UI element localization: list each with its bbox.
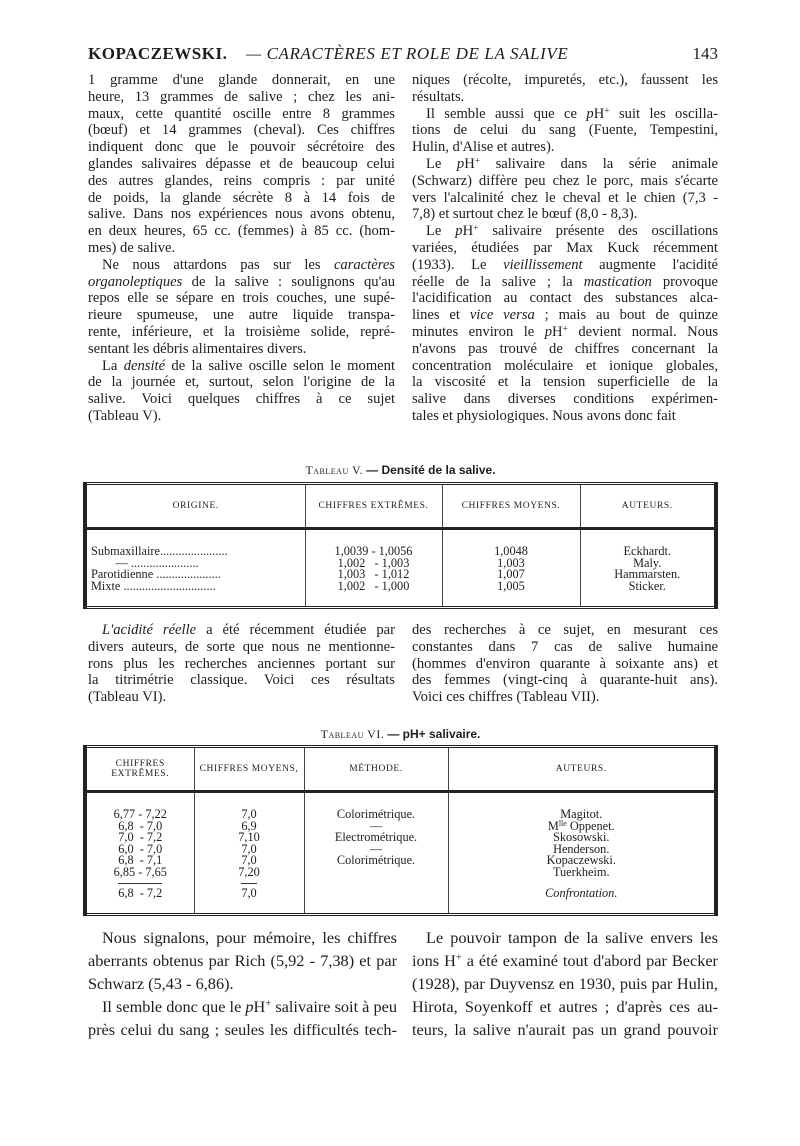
text-segment: de la salive : soulignons qu'au	[182, 273, 395, 290]
table-header-row	[85, 484, 716, 529]
paragraph	[88, 72, 395, 257]
text-line: de la journée et, surtout, selon l'origine de la	[88, 374, 395, 391]
text-line	[88, 274, 395, 291]
text-segment: a été récemment étudiée par	[196, 622, 395, 638]
text-line	[88, 257, 395, 274]
text-segment: organoleptiques	[88, 273, 183, 290]
text-line: vers l'alcalinité chez le cheval et le chien (7,3 -	[412, 189, 718, 206]
text-segment: ions H	[412, 951, 456, 970]
text-segment: H	[253, 997, 266, 1016]
table-cell: Henderson.	[553, 841, 610, 856]
text-line: maux, cette quantité oscille entre 8 grammes	[88, 105, 395, 122]
table-cell: 7,0	[241, 853, 257, 868]
text-line: en deux heures, 65 cc. (femmes) à 85 cc. (hom-	[88, 223, 395, 240]
text-line	[88, 358, 395, 375]
table-column-cell	[580, 529, 716, 608]
paragraph	[412, 223, 718, 425]
text-line: (1928), par Duyvensz en 1930, puis par Hulin,	[412, 974, 718, 993]
text-line: rons plus les recherches anciennes portant sur	[88, 655, 395, 672]
text-line: constantes dans 7 cas de salive humaine	[412, 638, 718, 655]
table-cell: 6,77 - 7,22	[113, 807, 167, 821]
table-cell: Electrométrique.	[334, 830, 418, 845]
table-total-cell: 6,8 - 7,2	[118, 883, 162, 900]
table-column-cell	[85, 792, 194, 915]
text-segment: L'acidité réelle	[102, 622, 197, 638]
paragraph	[412, 72, 718, 106]
table6-label: Tableau VI.	[320, 727, 385, 741]
text-segment: +	[265, 998, 272, 1010]
column-header: AUTEURS.	[580, 484, 716, 529]
text-line: n'avons pas trouvé de chiffres concernant la	[412, 340, 718, 357]
text-line: de poids, la glande sécrète 8 à 14 fois de	[88, 189, 395, 206]
table5-title: — Densité de la salive.	[366, 463, 496, 477]
text-line: la viscosité et la tension superficielle de la	[412, 374, 718, 391]
table-cell: Parotidienne .....................	[91, 567, 221, 582]
table-total-cell: Confrontation.	[545, 885, 618, 900]
text-segment: (1933). Le	[412, 256, 504, 273]
table-cell: 7,20	[238, 864, 260, 879]
text-line: mes) de salive.	[88, 239, 176, 256]
text-segment: suit les oscilla-	[609, 105, 718, 122]
text-segment: lines et	[412, 307, 470, 324]
table-cell	[306, 867, 447, 879]
text-line: Voici ces chiffres (Tableau VII).	[412, 689, 600, 706]
text-line: 7,8) et surtout chez le bœuf (8,0 - 8,3).	[412, 206, 638, 223]
table-cell: 7,0	[241, 807, 257, 821]
text-segment: mastication	[583, 273, 652, 290]
text-column-bottom-left	[88, 926, 397, 1041]
table6-ph	[83, 745, 718, 916]
text-segment: Ne nous attardons pas sur les	[102, 256, 334, 273]
paragraph	[88, 257, 395, 358]
text-column-middle-left	[88, 622, 395, 706]
table5-density	[83, 482, 718, 609]
paragraph	[412, 622, 718, 706]
text-segment: p	[456, 155, 465, 172]
text-line: Hirota, Soyenkoff et autres ; d'après ces au-	[412, 997, 718, 1016]
column-header: CHIFFRES EXTRÊMES.	[305, 484, 442, 529]
text-segment: p	[544, 323, 552, 340]
table-cell: 1,003	[497, 555, 525, 570]
table-cell: —	[369, 818, 383, 833]
table-cell: — ......................	[91, 555, 199, 570]
text-line: l'acidification au contact des substances alca-	[412, 290, 718, 307]
text-segment: p	[245, 997, 254, 1016]
text-segment: vieillissement	[503, 256, 583, 273]
text-line: (Schwarz) diffère peu chez le porc, mais s'écarte	[412, 172, 718, 189]
paragraph	[88, 926, 397, 995]
text-segment: H	[593, 105, 605, 122]
column-header: CHIFFRES MOYENS,	[194, 747, 304, 792]
table-header-row	[85, 747, 716, 792]
text-segment: salivaire présente des oscillations	[478, 223, 718, 240]
text-line: tions de celui du sang (Fuente, Tempestini,	[412, 122, 718, 139]
text-line: concentration moléculaire et ionique globales,	[412, 357, 718, 374]
text-line	[412, 949, 718, 972]
table-total-cell: 7,0	[241, 883, 256, 900]
table-column-cell	[442, 529, 580, 608]
text-column-middle-right	[412, 622, 718, 706]
text-line: tales et physiologiques. Nous avons donc fait	[412, 407, 676, 424]
text-segment: salivaire soit à peu	[271, 997, 398, 1016]
text-line: la titrimétrie classique. Voici ces résultats	[88, 672, 395, 689]
text-line: Nous signalons, pour mémoire, les chiffres	[102, 928, 397, 947]
table-column-cell	[85, 529, 305, 608]
paragraph	[88, 358, 395, 425]
text-segment: H	[464, 155, 475, 172]
table-cell: 6,85 - 7,65	[113, 864, 167, 879]
table-cell: 6,9	[241, 818, 257, 833]
text-line: des recherches à ce sujet, en mesurant ces	[412, 622, 718, 638]
text-column-bottom-right	[412, 926, 718, 1041]
text-line: divers auteurs, de sorte que nous ne mentionne-	[88, 638, 395, 655]
text-line: repos elle se sépare en trois couches, une supé-	[88, 290, 395, 307]
table-column-cell	[448, 792, 716, 915]
table-cell: 1,0039 - 1,0056	[334, 544, 413, 558]
text-line: teurs, la salive n'aurait pas un grand pouvoir	[412, 1020, 718, 1039]
text-segment: Il semble aussi que ce	[426, 105, 587, 122]
table5-caption	[83, 463, 718, 478]
text-segment: +	[474, 156, 481, 167]
text-segment: augmente l'acidité	[582, 256, 719, 273]
text-line: aberrants obtenus par Rich (5,92 - 7,38) et par	[88, 951, 397, 970]
text-line: rente, inférieure, et la troisième solide, repré-	[88, 323, 395, 340]
column-header: CHIFFRES MOYENS.	[442, 484, 580, 529]
table-cell: 6,8 - 7,0	[118, 818, 163, 833]
text-segment: +	[604, 105, 610, 116]
text-line: indiquent donc que le pouvoir sécrétoire des	[88, 139, 395, 156]
text-segment: caractères	[333, 256, 395, 273]
table-cell: 7,0	[241, 841, 257, 856]
text-line: 1 gramme d'une glande donnerait, en une	[88, 72, 395, 88]
text-segment: p	[586, 105, 594, 122]
table-cell: Mixte ..............................	[91, 578, 216, 593]
column-header: MÉTHODE.	[304, 747, 448, 792]
header-author: KOPACZEWSKI.	[88, 44, 228, 63]
table-cell: 7,10	[238, 830, 260, 845]
table-cell: 1,002 - 1,000	[337, 578, 410, 593]
text-line: glandes salivaires dépasse et de beaucoup celui	[88, 155, 395, 172]
text-segment: La	[102, 357, 124, 374]
text-line: (Tableau V).	[88, 407, 162, 424]
table-cell: Sticker.	[628, 578, 666, 593]
table5-label: Tableau V.	[305, 463, 364, 477]
text-line	[412, 324, 718, 341]
table-cell: Skosowski.	[553, 830, 610, 845]
table-cell: 1,005	[497, 578, 525, 593]
table-cell: Eckhardt.	[623, 544, 671, 558]
table-cell: 1,003 - 1,012	[337, 567, 410, 582]
text-line: Hulin, d'Alise et autres).	[412, 139, 555, 156]
text-segment: a été examiné tout d'abord par Becker	[461, 951, 718, 970]
paragraph	[88, 995, 397, 1041]
table-body-row	[85, 529, 716, 608]
text-segment: +	[473, 223, 479, 234]
text-line: Le pouvoir tampon de la salive envers les	[426, 928, 718, 947]
text-segment: minutes environ le	[412, 323, 545, 340]
text-line	[88, 995, 397, 1018]
table-body-row	[85, 792, 716, 915]
text-line: Schwarz (5,43 - 6,86).	[88, 974, 234, 993]
table-cell: Tuerkheim.	[552, 864, 610, 879]
column-header: ORIGINE.	[85, 484, 305, 529]
text-segment: de la salive oscille selon le moment	[165, 357, 395, 374]
running-header	[88, 44, 718, 68]
text-line: (hommes d'environ quarante à soixante ans) et	[412, 655, 718, 672]
paragraph	[412, 156, 718, 223]
text-line: des femmes (vingt-cinq à quarante-huit ans).	[412, 672, 718, 689]
text-segment: devient normal. Nous	[567, 323, 718, 340]
text-column-top-right	[412, 72, 718, 425]
text-line: salive. Dans nos expériences nous avons obtenu,	[88, 206, 395, 223]
column-header: CHIFFRES EXTRÊMES.	[85, 747, 194, 792]
text-segment: densité	[123, 357, 166, 374]
text-segment: p	[455, 223, 463, 240]
text-line: heure, 13 grammes de salive ; chez les ani-	[88, 88, 395, 105]
header-title: — CARACTÈRES ET ROLE DE LA SALIVE	[246, 44, 569, 63]
text-line	[412, 156, 718, 173]
text-segment: H	[462, 223, 474, 240]
text-line	[412, 307, 718, 324]
text-segment: réelle de la salive ; la	[412, 273, 584, 290]
table-cell: Magitot.	[560, 807, 603, 821]
text-line	[412, 274, 718, 291]
text-line: près celui du sang ; seules les difficultés tech-	[88, 1020, 397, 1039]
text-line	[412, 223, 718, 240]
text-column-top-left	[88, 72, 395, 425]
table-cell: 1,007	[497, 567, 525, 582]
text-line	[412, 257, 718, 274]
text-line	[88, 622, 395, 639]
table-cell: $M^{lle}$ Oppenet.	[547, 818, 615, 833]
paragraph	[88, 622, 395, 706]
text-line: résultats.	[412, 88, 465, 105]
table-cell: 6,8 - 7,1	[118, 853, 163, 868]
table-cell: 1,002 - 1,003	[337, 555, 410, 570]
text-line: (Tableau VI).	[88, 689, 167, 706]
text-line: sentant les débris alimentaires divers.	[88, 340, 307, 357]
text-segment: provoque	[651, 273, 718, 290]
text-segment: vice versa	[469, 307, 535, 324]
text-line: variées, étudiées par Max Kuck récemment	[412, 239, 718, 256]
page-number: 143	[692, 44, 718, 63]
table-cell: 7,0 - 7,2	[118, 830, 163, 845]
table-total-cell	[374, 888, 377, 900]
table-cell: Submaxillaire......................	[91, 544, 228, 558]
table-column-cell	[194, 792, 304, 915]
text-line: niques (récolte, impuretés, etc.), faussent les	[412, 72, 718, 88]
table-cell: Colorimétrique.	[336, 807, 416, 821]
table-column-cell	[304, 792, 448, 915]
text-segment: ; mais au bout de quinze	[534, 307, 718, 324]
text-segment: Il semble donc que le	[102, 997, 246, 1016]
text-segment: salivaire dans la série animale	[480, 155, 718, 172]
text-line: des autres glandes, reins compris : par unité	[88, 172, 395, 189]
text-segment: +	[562, 324, 568, 335]
table-cell: 1,0048	[494, 544, 528, 558]
text-line: rieure spumeuse, une autre liquide transpa-	[88, 307, 395, 324]
text-line: salive dans diverses conditions expérimen-	[412, 391, 718, 408]
text-segment: Le	[426, 155, 457, 172]
table6-caption	[83, 727, 718, 742]
table-cell: —	[369, 841, 383, 856]
table-column-cell	[305, 529, 442, 608]
text-line: salive. Voici quelques chiffres à ce sujet	[88, 391, 395, 408]
text-line: (bœuf) et 14 grammes (cheval). Ces chiffres	[88, 122, 395, 139]
table6-title: — pH+ salivaire.	[387, 727, 481, 741]
text-line	[412, 106, 718, 123]
text-segment: +	[455, 952, 462, 964]
table-cell: Maly.	[633, 555, 662, 570]
table-cell: Kopaczewski.	[546, 853, 616, 868]
text-segment: Le	[426, 223, 456, 240]
table-cell: Hammarsten.	[614, 567, 681, 582]
paragraph	[412, 926, 718, 1041]
table-cell: Colorimétrique.	[336, 853, 416, 868]
table-cell: 6,0 - 7,0	[118, 841, 163, 856]
paragraph	[412, 106, 718, 156]
column-header: AUTEURS.	[448, 747, 716, 792]
text-segment: H	[551, 323, 563, 340]
